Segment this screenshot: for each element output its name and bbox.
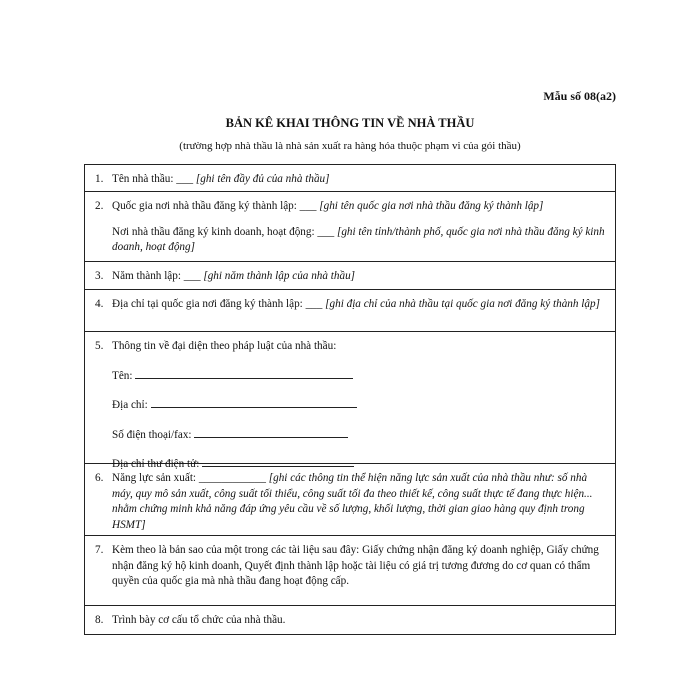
item-label: Năm thành lập: ___ [112,270,204,282]
representative-email-field [112,455,605,473]
item-contractor-name [85,165,615,192]
item-label: Trình bày cơ cấu tổ chức của nhà thầu. [112,614,286,626]
item-legal-representative [85,332,615,470]
item-number: 1. [95,173,104,185]
item-label: Quốc gia nơi nhà thầu đăng ký thành lập: ___ [112,200,320,212]
field-label: Số điện thoại/fax: [112,428,192,441]
document-subtitle: (trường hợp nhà thầu là nhà sản xuất ra hàng hóa thuộc phạm vi của gói thầu) [179,140,521,152]
item-production-capacity [85,464,615,536]
item-registered-address [85,290,615,332]
item-note: [ghi tên quốc gia nơi nhà thầu đăng ký thành lập] [319,200,544,212]
item-registration-country [85,192,615,262]
item-number: 4. [95,298,104,310]
item-number: 7. [95,544,104,556]
representative-address-field [112,396,605,414]
field-label: Tên: [112,369,133,382]
item-note: [ghi tên đầy đủ của nhà thầu] [195,173,330,185]
item-number: 8. [95,614,104,626]
item-note: [ghi năm thành lập của nhà thầu] [203,270,356,282]
item-label: Thông tin về đại diện theo pháp luật của nhà thầu: [112,340,337,352]
item-sub-note: [ghi tên tỉnh/thành phố, quốc gia nơi nhà thầu đăng ký kinh doanh, hoạt động] [112,225,605,253]
item-label: Địa chỉ tại quốc gia nơi đăng ký thành lập: ___ [112,298,326,310]
fill-in-line[interactable] [202,455,354,467]
item-label: Kèm theo là bản sao của một trong các tài liệu sau đây: Giấy chứng nhận đăng ký doanh nghiệp, Giấy chứng nhận đăng ký hộ kinh doanh, Quyết định thành lập hoặc tài liệu có giá trị tương đương do cơ quan có thẩm quyền của quốc gia mà nhà thầu đang hoạt động cấp. [112,544,599,587]
item-attached-documents [85,536,615,606]
item-number: 3. [95,270,104,282]
item-note: [ghi địa chỉ của nhà thầu tại quốc gia nơi đăng ký thành lập] [325,298,600,310]
item-label: Năng lực sản xuất: ____________ [112,472,269,484]
representative-phone-field [112,426,605,444]
field-label: Địa chỉ thư điện tử: [112,458,200,470]
fill-in-line[interactable] [194,426,348,438]
fill-in-line[interactable] [151,396,357,408]
representative-name-field [112,367,605,385]
item-founding-year [85,262,615,290]
item-organization-structure [85,606,615,634]
item-number: 6. [95,472,104,484]
item-number: 5. [95,340,104,352]
fill-in-line[interactable] [135,367,353,379]
contractor-info-table [84,164,616,635]
field-label: Địa chỉ: [112,399,148,411]
item-note: [ghi các thông tin thể hiện năng lực sản xuất của nhà thầu như: số nhà máy, quy mô sản xuất, công suất tối thiểu, công suất tối đa theo thiết kế, công suất thực tế đang thực hiện... nhằm chứng minh khả năng đáp ứng yêu cầu về số lượng, khối lượng, thời gian giao hàng quy định trong HSMT] [112,472,593,531]
document-title: BẢN KÊ KHAI THÔNG TIN VỀ NHÀ THẦU [225,116,475,130]
item-sub-label: Nơi nhà thầu đăng ký kinh doanh, hoạt động: ___ [112,225,337,238]
item-number: 2. [95,200,104,212]
item-label: Tên nhà thầu: ___ [112,173,196,185]
form-code: Mẫu số 08(a2) [543,89,616,103]
